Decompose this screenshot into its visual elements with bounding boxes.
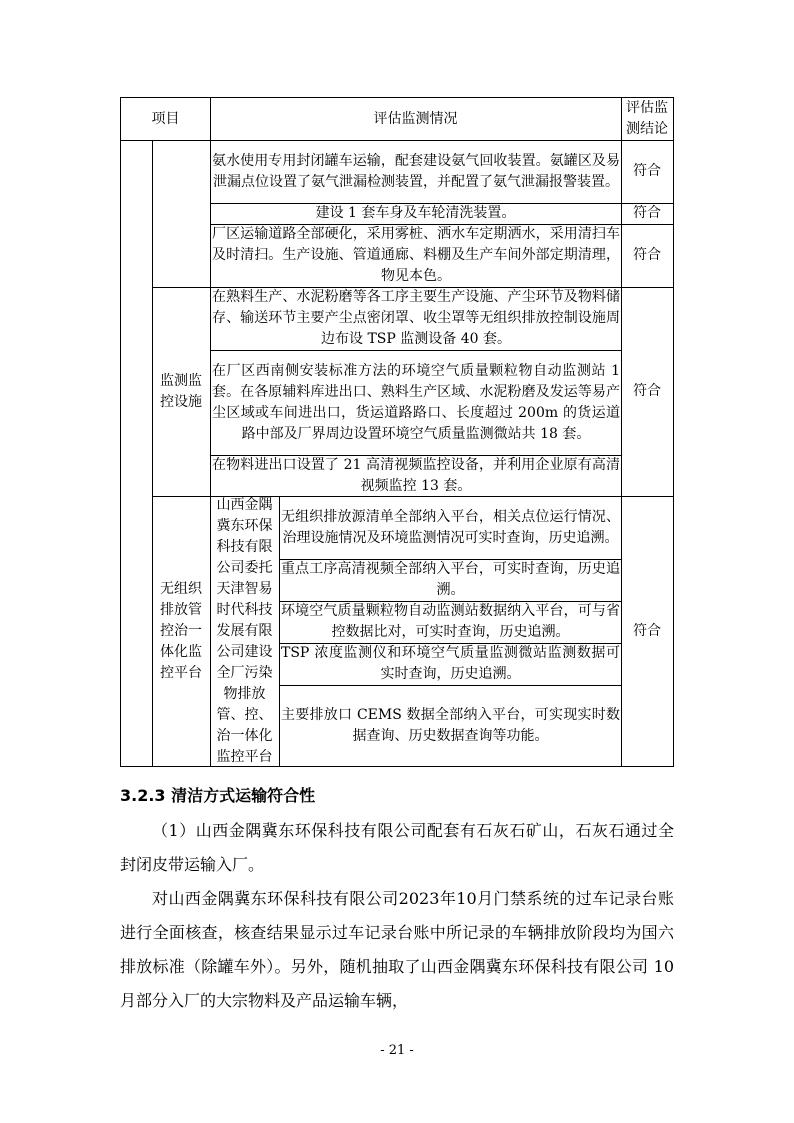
- header-conclusion: [621, 98, 673, 140]
- situation-cell: 环境空气质量颗粒物自动监测站数据纳入平台，可与省控数据比对，可实时查询，历史追溯。: [281, 603, 620, 640]
- header-situation: [210, 98, 621, 140]
- paragraph: 对山西金隅冀东环保科技有限公司2023年10月门禁系统的过车记录台账进行全面核查，核查结果显示过车记录台账中所记录的车辆排放阶段均为国六排放标准（除罐车外）。另外，随机抽取了山西金隅冀东环保科技有限公司 10 月部分入厂的大宗物料及产品运输车辆，: [120, 889, 674, 1010]
- header-item-text: 项目: [151, 110, 180, 127]
- header-item: [121, 98, 210, 140]
- conclusion-cell: 符合: [633, 622, 661, 639]
- header-conclusion-text: 评估监 测结论: [626, 100, 668, 137]
- conclusion-cell: 符合: [633, 247, 661, 263]
- situation-cell: 在物料进出口设置了 21 高清视频监控设备，并利用企业原有高清视频监控 13 套。: [212, 456, 620, 494]
- header-situation-text: 评估监测情况: [373, 110, 458, 127]
- paragraph: （1）山西金隅冀东环保科技有限公司配套有石灰石矿山，石灰石通过全封闭皮带运输入厂。: [120, 821, 674, 874]
- page-number: - 21 -: [380, 1043, 414, 1058]
- situation-cell: 在厂区西南侧安装标准方法的环境空气质量颗粒物自动监测站 1 套。在各原辅料库进出口、熟料生产区域、水泥粉磨及发运等易产尘区域或车间进出口，货运道路路口、长度超过 200m 的货运道路中部及厂界周边设置环境空气质量监测微站共 18 套。: [212, 362, 620, 442]
- situation-cell: 在熟料生产、水泥粉磨等各工序主要生产设施、产尘环节及物料储存、输送环节主要产尘点密闭罩、收尘罩等无组织排放控制设施周边布设 TSP 监测设备 40 套。: [212, 289, 620, 347]
- situation-cell: 无组织排放源清单全部纳入平台，相关点位运行情况、治理设施情况及环境监测情况可实时查询，历史追溯。: [281, 508, 620, 546]
- conclusion-cell: 符合: [633, 163, 661, 179]
- situation-cell: 重点工序高清视频全部纳入平台，可实时查询，历史追溯。: [281, 561, 620, 598]
- evaluation-table: [120, 97, 674, 767]
- situation-cell: 氨水使用专用封闭罐车运输，配套建设氨气回收装置。氨罐区及易泄漏点位设置了氨气泄漏检测装置，并配置了氨气泄漏报警装置。: [212, 152, 620, 190]
- category-label: 监测监控设施: [160, 372, 202, 410]
- company-cell: 山西金隅冀东环保科技有限公司委托天津智易时代科技发展有限公司建设全厂污染物排放管、控、治一体化监控平台: [216, 496, 273, 765]
- situation-cell: 建设 1 套车身及车轮清洗装置。: [315, 205, 516, 221]
- category-label: 无组织排放管控治一体化监控平台: [160, 580, 202, 681]
- conclusion-cell: 符合: [633, 383, 661, 399]
- situation-cell: 厂区运输道路全部硬化，采用雾桩、洒水车定期洒水，采用清扫车及时清扫。生产设施、管道通廊、料棚及生产车间外部定期清理，物见本色。: [212, 226, 620, 284]
- conclusion-cell: 符合: [633, 205, 661, 221]
- situation-cell: TSP 浓度监测仪和环境空气质量监测微站监测数据可实时查询，历史追溯。: [281, 645, 620, 682]
- situation-cell: 主要排放口 CEMS 数据全部纳入平台，可实现实时数据查询、历史数据查询等功能。: [281, 706, 620, 744]
- col-divider: [279, 496, 280, 766]
- section-heading: 3.2.3 清洁方式运输符合性: [120, 786, 316, 805]
